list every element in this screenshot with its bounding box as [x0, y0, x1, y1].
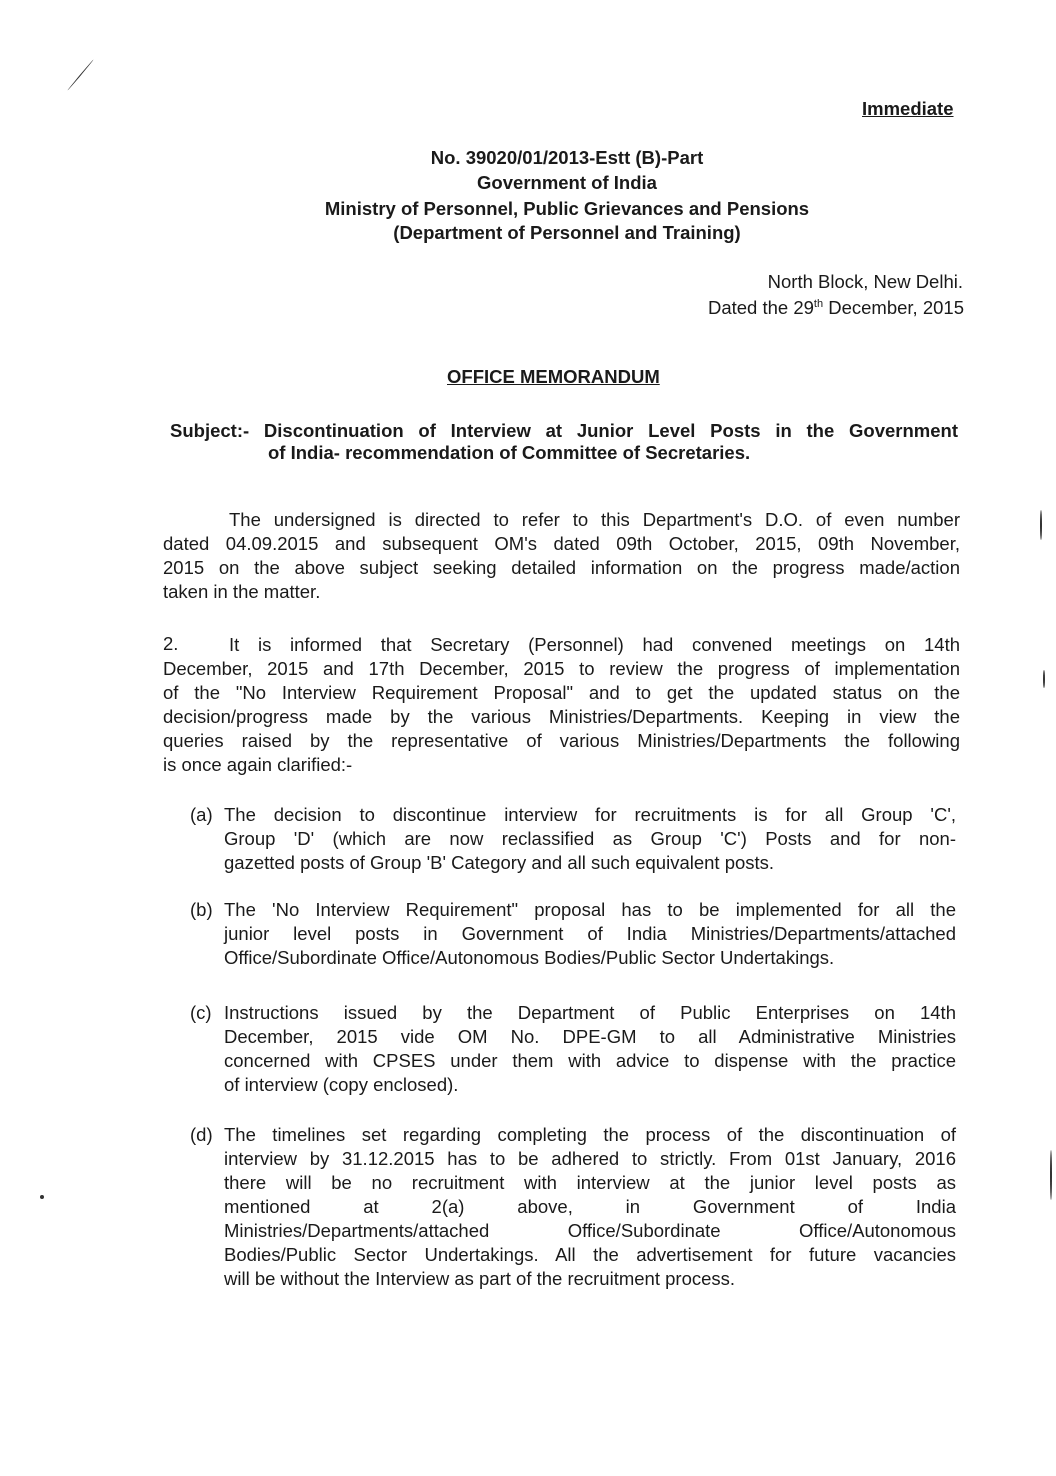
text-line: December, 2015 vide OM No. DPE-GM to all Administrative Ministries [224, 1026, 956, 1047]
paragraph-2-number: 2. [163, 633, 179, 654]
text-line: mentioned at 2(a) above, in Government of India [224, 1196, 956, 1217]
text-line: 2015 on the above subject seeking detailed information on the progress made/action [163, 557, 960, 578]
text-line: Ministries/Departments/attached Office/Subordinate Office/Autonomous [224, 1220, 956, 1241]
reference-number: No. 39020/01/2013-Estt (B)-Part [430, 147, 704, 168]
text-line: It is informed that Secretary (Personnel) had convened meetings on 14th [229, 634, 960, 655]
government-heading: Government of India [477, 172, 657, 193]
text-line: interview by 31.12.2015 has to be adhered to strictly. From 01st January, 2016 [224, 1148, 956, 1169]
text-line: concerned with CPSES under them with advice to dispense with the practice [224, 1050, 956, 1071]
text-line: queries raised by the representative of various Ministries/Departments the following [163, 730, 960, 751]
text-line: junior level posts in Government of India Ministries/Departments/attached [224, 923, 956, 944]
text-line: December, 2015 and 17th December, 2015 to review the progress of implementation [163, 658, 960, 679]
text-line: is once again clarified:- [163, 754, 353, 775]
paragraph-1 [163, 508, 960, 604]
text-line: will be without the Interview as part of the recruitment process. [224, 1268, 736, 1289]
text-line: of the "No Interview Requirement Proposal" and to get the updated status on the [163, 682, 960, 703]
text-line: gazetted posts of Group 'B' Category and all such equivalent posts. [224, 852, 775, 873]
date-rest: December, 2015 [823, 297, 964, 318]
list-item [224, 803, 956, 875]
item-label: (c) [190, 1002, 212, 1023]
date-sup: th [813, 297, 824, 310]
text-line: Group 'D' (which are now reclassified as Group 'C') Posts and for non- [224, 828, 956, 849]
list-item [224, 1001, 956, 1097]
text-line: The 'No Interview Requirement" proposal has to be implemented for all the [224, 899, 956, 920]
text-line: taken in the matter. [163, 581, 321, 602]
department-heading: (Department of Personnel and Training) [393, 222, 741, 243]
place: North Block, New Delhi. [767, 271, 963, 292]
list-item [224, 898, 956, 970]
text-line: Bodies/Public Sector Undertakings. All the advertisement for future vacancies [224, 1244, 956, 1265]
text-line: there will be no recruitment with interview at the junior level posts as [224, 1172, 956, 1193]
text-line: dated 04.09.2015 and subsequent OM's dated 09th October, 2015, 09th November, [163, 533, 960, 554]
subject-line-2: of India- recommendation of Committee of Secretaries. [268, 442, 751, 463]
text-line: Office/Subordinate Office/Autonomous Bodies/Public Sector Undertakings. [224, 947, 835, 968]
date [708, 297, 964, 319]
paragraph-2 [163, 633, 960, 777]
text-line: decision/progress made by the various Ministries/Departments. Keeping in view the [163, 706, 960, 727]
date-prefix: Dated the 29 [707, 297, 814, 318]
ministry-heading: Ministry of Personnel, Public Grievances and Pensions [324, 198, 810, 219]
item-label: (b) [190, 899, 213, 920]
text-line: The timelines set regarding completing the process of the discontinuation of [224, 1124, 956, 1145]
text-line: of interview (copy enclosed). [224, 1074, 459, 1095]
list-item [224, 1123, 956, 1291]
item-label: (d) [190, 1124, 213, 1145]
document-title: OFFICE MEMORANDUM [447, 366, 660, 387]
text-line: Instructions issued by the Department of Public Enterprises on 14th [224, 1002, 956, 1023]
subject-line-1: Subject:- Discontinuation of Interview at Junior Level Posts in the Government [170, 420, 958, 441]
item-label: (a) [190, 804, 213, 825]
immediate-marking: Immediate [862, 98, 954, 119]
text-line: The undersigned is directed to refer to this Department's D.O. of even number [229, 509, 960, 530]
text-line: The decision to discontinue interview for recruitments is for all Group 'C', [224, 804, 956, 825]
